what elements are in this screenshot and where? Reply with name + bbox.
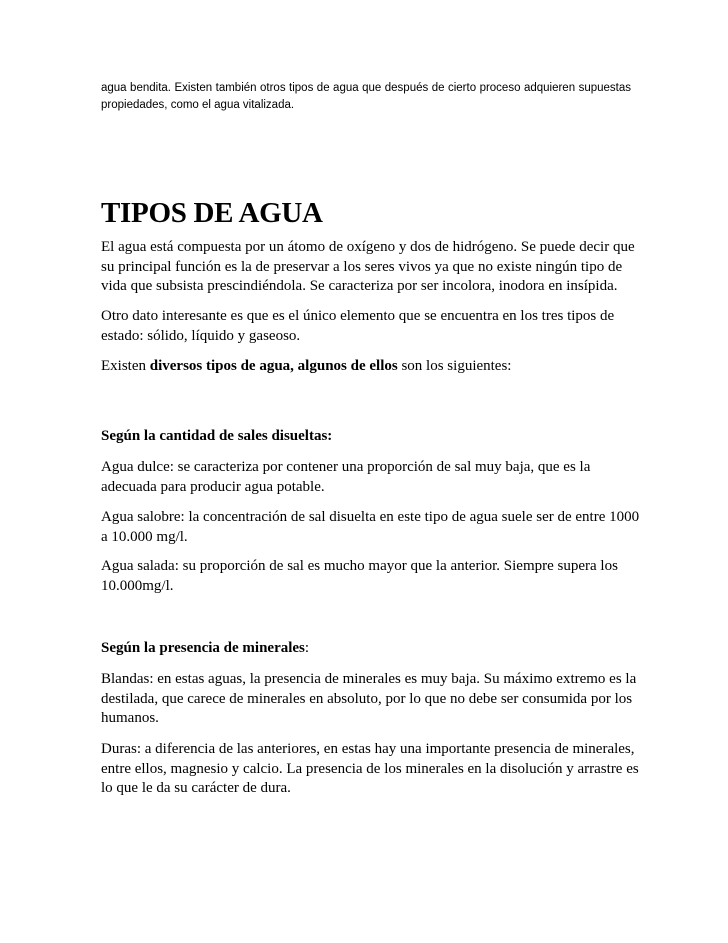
heading-salts: Según la cantidad de sales disueltas: <box>101 428 333 444</box>
item-duras: Duras: a diferencia de las anteriores, en estas hay una importante presencia de minerales, entre ellos, magnesio y calcio. La presencia de los minerales en la disolución y arrastre es lo que le da su carácter de dura. <box>101 741 639 796</box>
types-intro-before: Existen <box>101 358 150 374</box>
paragraph-types-intro <box>101 357 641 377</box>
heading-minerals-colon: : <box>304 640 310 656</box>
item-agua-dulce: Agua dulce: se caracteriza por contener una proporción de sal muy baja, que es la adecuada para producir agua potable. <box>101 459 591 495</box>
intro-paragraph: agua bendita. Existen también otros tipos de agua que después de cierto proceso adquieren supuestas propiedades, como el agua vitalizada. <box>101 82 631 111</box>
heading-minerals-text: Según la presencia de minerales <box>101 640 305 656</box>
item-blandas: Blandas: en estas aguas, la presencia de minerales es muy baja. Su máximo extremo es la destilada, que carece de minerales en absoluto, por lo que no debe ser consumida por los humanos. <box>101 671 637 726</box>
item-agua-salada: Agua salada: su proporción de sal es mucho mayor que la anterior. Siempre supera los 10.000mg/l. <box>101 558 618 594</box>
types-intro-bold: diversos tipos de agua, algunos de ellos <box>149 358 398 374</box>
types-intro-after: son los siguientes: <box>397 358 512 374</box>
heading-minerals <box>101 639 641 659</box>
section-title: TIPOS DE AGUA <box>101 197 323 229</box>
paragraph-composition: El agua está compuesta por un átomo de oxígeno y dos de hidrógeno. Se puede decir que su principal función es la de preservar a los seres vivos ya que no existe ningún tipo de vida que subsista prescindiéndola. Se caracteriza por ser incolora, inodora en insípida. <box>101 239 635 294</box>
item-agua-salobre: Agua salobre: la concentración de sal disuelta en este tipo de agua suele ser de entre 1000 a 10.000 mg/l. <box>101 509 640 545</box>
paragraph-states: Otro dato interesante es que es el único elemento que se encuentra en los tres tipos de estado: sólido, líquido y gaseoso. <box>101 308 615 344</box>
